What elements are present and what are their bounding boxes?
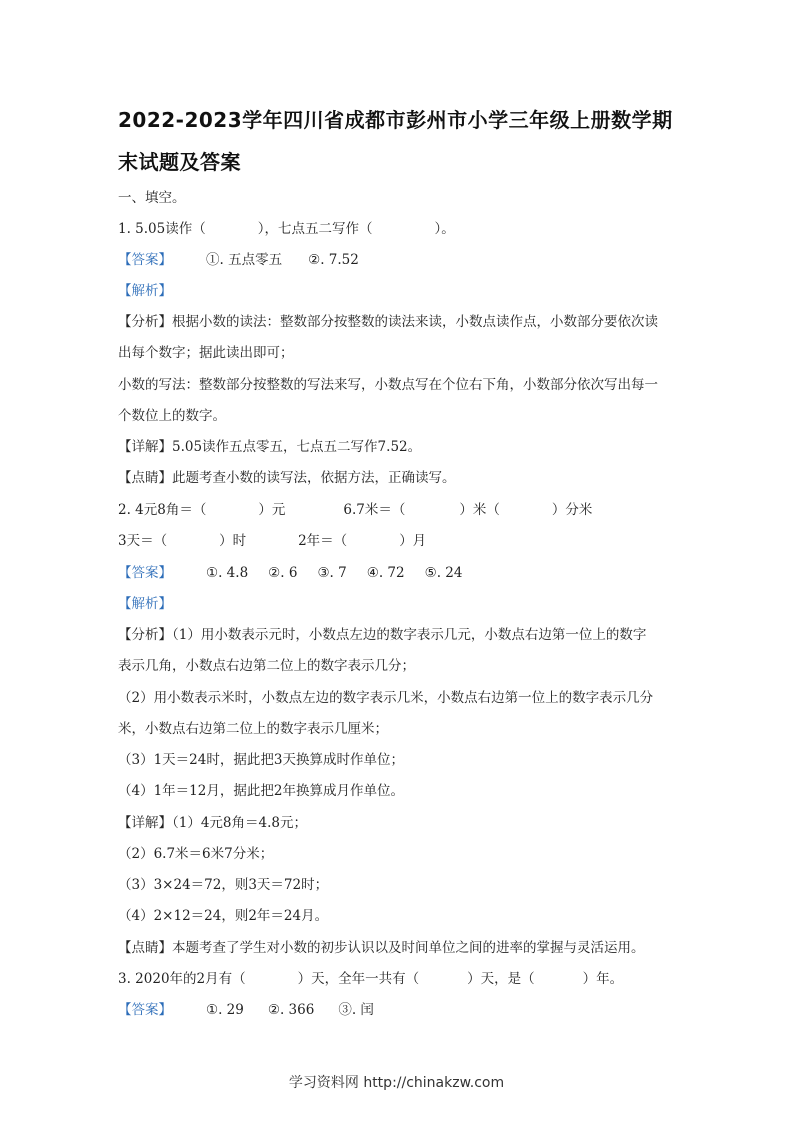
q2-row2-part3: 2年＝（ [298,533,348,549]
q1-analysis-line3: 小数的写法：整数部分按整数的写法来写，小数点写在个位右下角，小数部分依次写出每一 [118,377,658,393]
document-title-line1: 2022-2023学年四川省成都市彭州市小学三年级上册数学期 [118,108,673,132]
section-heading: 一、填空。 [118,190,186,206]
q2-answer-2: ②. 6 [268,565,298,581]
q1-comment: 【点睛】此题考查小数的读写法，依据方法，正确读写。 [118,470,456,486]
q1-detail: 【详解】5.05读作五点零五，七点五二写作7.52。 [118,439,422,455]
q2-detail-line1: 【详解】（1）4元8角＝4.8元； [118,815,307,831]
q2-analysis-line5: （3）1天＝24时，据此把3天换算成时作单位； [118,752,404,768]
q2-row1-part5: ）分米 [551,502,593,518]
document-title-line2: 末试题及答案 [118,150,241,174]
q1-analysis-line4: 个数位上的数字。 [118,408,226,424]
q2-analysis-line1: 【分析】（1）用小数表示元时，小数点左边的数字表示几元，小数点右边第一位上的数字 [118,627,647,643]
q3-answer-3: ③. 闰 [338,1002,374,1018]
q2-row2-part2: ）时 [219,533,247,549]
analysis-tag: 【解析】 [118,283,172,299]
q1-answer-2: ②. 7.52 [308,252,359,268]
q2-row1-part3: 6.7米＝（ [343,502,406,518]
question-2-stem-row2 [118,529,688,549]
q1-analysis-text: 根据小数的读法：整数部分按整数的读法来读，小数点读作点，小数部分要依次读 [172,314,658,330]
q2-row2-part1: 3天＝（ [118,533,168,549]
q2-detail-line4: （4）2×12＝24，则2年＝24月。 [118,908,329,924]
question-2-answer [118,561,688,581]
q3-answer-1: ①. 29 [206,1002,244,1018]
question-2-stem-row1 [118,498,688,518]
q3-stem-part4: ）年。 [582,971,624,987]
q2-analysis-line3: （2）用小数表示米时，小数点左边的数字表示几米，小数点右边第一位上的数字表示几分 [118,690,654,706]
fenxi-tag: 【分析】 [118,314,172,330]
q1-stem-part2: ），七点五二写作（ [257,221,373,237]
q1-stem-part3: ）。 [434,221,455,237]
q2-row2-part4: ）月 [399,533,427,549]
q1-answer-1: ①. 五点零五 [206,252,283,268]
q3-stem-part1: 3. 2020年的2月有（ [118,971,246,987]
answer-tag: 【答案】 [118,252,172,268]
q2-analysis-line6: （4）1年＝12月，据此把2年换算成月作单位。 [118,783,404,799]
q3-stem-part3: ）天，是（ [467,971,535,987]
question-3-answer [118,998,688,1018]
footer-watermark: 学习资料网 http://chinakzw.com [288,1075,505,1091]
q3-answer-2: ②. 366 [267,1002,315,1018]
question-1-answer [118,248,688,268]
q1-stem-part1: 1. 5.05读作（ [118,221,206,237]
q2-detail-line2: （2）6.7米＝6米7分米； [118,846,274,862]
q2-detail-line3: （3）3×24＝72，则3天＝72时； [118,877,329,893]
q2-answer-4: ④. 72 [366,565,405,581]
q2-answer-3: ③. 7 [317,565,347,581]
q2-analysis-line2: 表示几角，小数点右边第二位上的数字表示几分； [118,658,415,674]
question-3-stem [118,967,688,987]
q1-analysis-line2: 出每个数字；据此读出即可； [118,345,294,361]
answer-tag: 【答案】 [118,565,172,581]
q2-row1-part2: ）元 [258,502,286,518]
q3-stem-part2: ）天，全年一共有（ [297,971,420,987]
q2-row1-part1: 2. 4元8角＝（ [118,502,207,518]
question-1-stem [118,217,688,237]
q2-row1-part4: ）米（ [459,502,500,518]
q2-answer-1: ①. 4.8 [206,565,249,581]
q1-analysis-line1 [118,310,688,330]
answer-tag: 【答案】 [118,1002,172,1018]
q2-analysis-line4: 米，小数点右边第二位上的数字表示几厘米； [118,721,388,737]
q2-comment: 【点睛】本题考查了学生对小数的初步认识以及时间单位之间的进率的掌握与灵活运用。 [118,940,645,956]
analysis-tag: 【解析】 [118,596,172,612]
q2-answer-5: ⑤. 24 [424,565,463,581]
